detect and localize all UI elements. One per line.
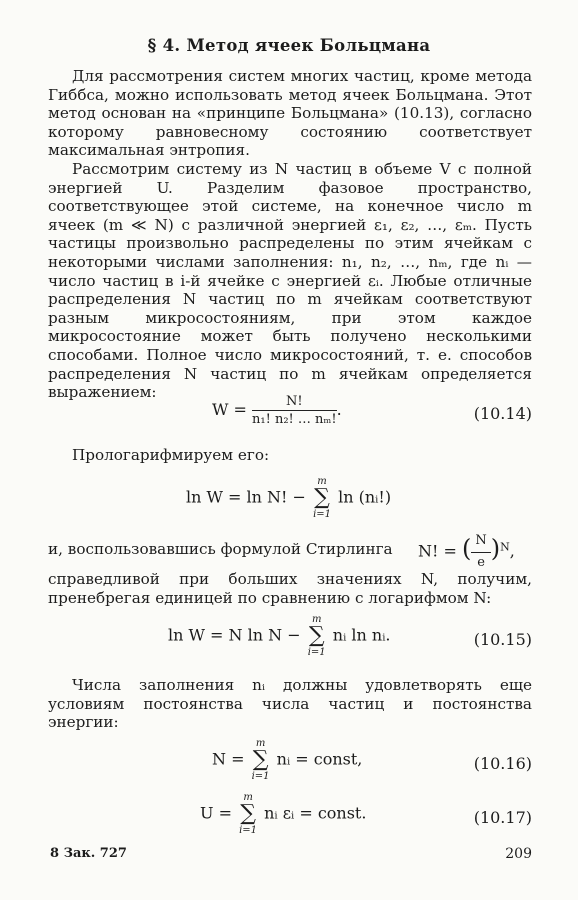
page-number: 209 (505, 846, 532, 862)
paragraph-after-stirling (48, 570, 532, 607)
eq-10-15-rhs: nᵢ ln nᵢ. (332, 625, 391, 645)
eq-lnw-rhs: ln (nᵢ!) (338, 487, 392, 507)
sum-symbol (308, 614, 326, 658)
stirling-num: N (471, 532, 490, 553)
equation-10-15 (0, 614, 578, 658)
sigma-icon: ∑ (314, 485, 330, 510)
sum-upper: m (243, 792, 253, 803)
sigma-icon: ∑ (252, 747, 269, 772)
paragraph-system-text: Рассмотрим систему из N частиц в объеме V с полной энергией U. Разделим фазовое пространство, соответствующее этой системе, на конечное число m ячеек (m ≪ N) с различной энергией ε₁, ε₂, …, εₘ. Пусть частицы произвольно распределены по этим ячейкам с некоторыми числами заполнения: n₁, n₂, …, nₘ, где nᵢ — число частиц в i-й ячейке с энергией εᵢ. Любые отличные распределения N частиц по m ячейкам соответствуют разным микросостояниям, при этом каждое микросостояние может быть получено несколькими способами. Полное число микросостояний, т. е. способов распределения N частиц по m ячейкам определяется выражением: (48, 160, 532, 402)
eq-10-16-lhs: N = (212, 749, 245, 769)
stirling-exponent: N (500, 540, 510, 554)
equation-ln-w (0, 476, 578, 520)
eq-10-14-label: (10.14) (473, 404, 532, 423)
eq-lnw-lhs: ln W = ln N! − (186, 487, 306, 507)
paragraph-conditions-text: Числа заполнения nᵢ должны удовлетворять еще условиям постоянства числа частиц и постоянства энергии: (48, 676, 532, 732)
eq-10-17-lhs: U = (200, 803, 232, 823)
eq-10-17-label: (10.17) (473, 808, 532, 827)
sigma-icon: ∑ (308, 623, 325, 648)
eq-10-16-rhs: nᵢ = const, (276, 749, 363, 769)
equation-10-16 (0, 738, 578, 782)
eq-10-15-lhs: ln W = N ln N − (168, 625, 301, 645)
paragraph-conditions (48, 676, 532, 732)
sum-symbol (313, 476, 331, 520)
eq-10-15-label: (10.15) (473, 630, 532, 649)
stirling-fraction (471, 532, 490, 572)
paragraph-intro (48, 67, 532, 160)
eq-10-14-denominator: n₁! n₂! … nₘ! (252, 412, 337, 427)
sum-upper: m (255, 738, 266, 749)
stirling-tail: , (509, 541, 515, 561)
paragraph-after-stirling-text: справедливой при больших значениях N, получим, пренебрегая единицей по сравнению с логарифмом N: (48, 570, 532, 607)
eq-10-14-tail: . (336, 400, 342, 419)
sum-lower: i=1 (313, 509, 332, 520)
text-stirling-line (48, 533, 532, 570)
stirling-den: e (477, 554, 485, 570)
footer-order-number: 8 Зак. 727 (50, 846, 127, 861)
paragraph-system (48, 160, 532, 402)
sigma-icon: ∑ (240, 801, 256, 826)
sum-symbol (252, 738, 270, 782)
sum-upper: m (311, 614, 322, 625)
eq-10-14-fraction (252, 394, 337, 427)
text-stirling: и, воспользовавшись формулой Стирлинга (48, 540, 393, 558)
equation-10-17 (0, 792, 578, 836)
sum-lower: i=1 (239, 825, 258, 836)
sum-lower: i=1 (307, 647, 326, 658)
eq-10-14-lhs: W = (212, 400, 247, 419)
stirling-formula: N! = ( $\frac{N}{e}$ )$^N$, (418, 532, 515, 572)
stirling-lhs: N! = (418, 541, 457, 561)
eq-10-14-numerator: N! (252, 394, 337, 411)
eq-10-17-rhs: nᵢ εᵢ = const. (264, 803, 367, 823)
text-logarithm: Прологарифмируем его: (72, 446, 270, 464)
eq-10-16-label: (10.16) (473, 754, 532, 773)
equation-10-14 (0, 394, 578, 434)
section-title: § 4. Метод ячеек Больцмана (147, 36, 431, 55)
sum-lower: i=1 (251, 771, 270, 782)
sum-symbol (239, 792, 257, 836)
sum-upper: m (317, 476, 327, 487)
paragraph-intro-text: Для рассмотрения систем многих частиц, кроме метода Гиббса, можно использовать метод ячеек Больцмана. Этот метод основан на «принципе Больцмана» (10.13), согласно которому равновесному состоянию соответствует максимальная энтропия. (48, 67, 532, 160)
